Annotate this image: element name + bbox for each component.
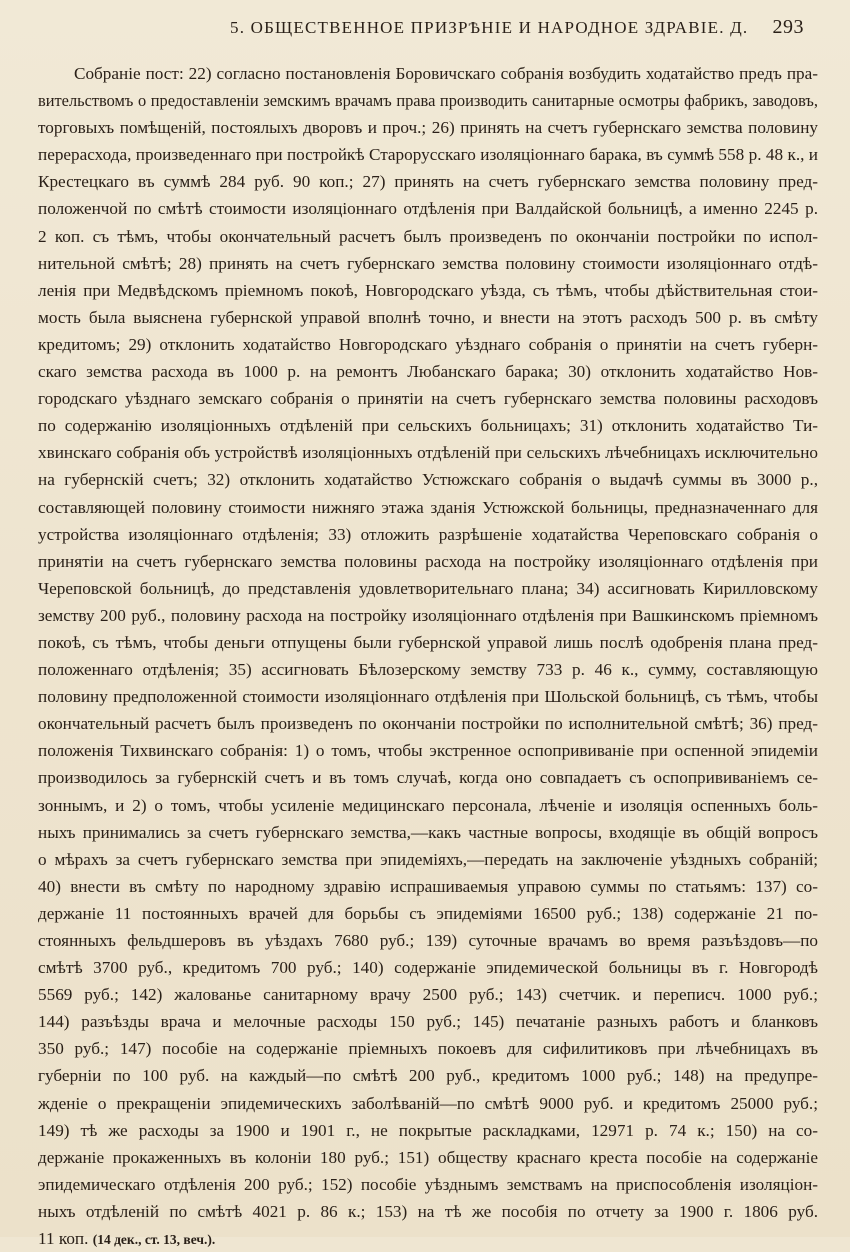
text-line: Собраніе пост: 22) согласно постановленія Боровичскаго собранія возбудить ходатайство предъ пра-: [74, 64, 818, 83]
text-line: 2 коп. съ тѣмъ, чтобы окончательный расчетъ былъ произведенъ по окончаніи постройки по испол-: [38, 226, 818, 246]
text-line: 149) тѣ же расходы за 1900 и 1901 г., не покрытые раскладками, 12971 р. 74 к.; 150) на со-: [38, 1120, 818, 1140]
text-line: Крестецкаго въ суммѣ 284 руб. 90 коп.; 27) принять на счетъ губернскаго земства половину пред-: [38, 172, 818, 192]
text-line: ныхъ принимались за счетъ губернскаго земства,—какъ частные вопросы, входящіе въ общій вопросъ: [38, 822, 818, 842]
text-line: окончательный расчетъ былъ произведенъ по окончаніи постройки по исполнительной смѣтѣ; 36) пред-: [38, 714, 818, 734]
running-header: [0, 14, 850, 44]
text-line: на губернскій счетъ; 32) отклонить ходатайство Устюжскаго собранія о выдачѣ суммы въ 3000 р.,: [38, 470, 818, 490]
text-line: перерасхода, произведеннаго при постройкѣ Старорусскаго изоляціоннаго барака, въ суммѣ 558 р. 48 к., и: [38, 145, 818, 165]
text-line: Череповской больницѣ, до представленія удовлетворительнаго плана; 34) ассигновать Кирилловскому: [38, 578, 818, 598]
text-line: зоннымъ, и 2) о томъ, чтобы усиленіе медицинскаго персонала, лѣченіе и изоляція оспенныхъ боль-: [38, 795, 818, 815]
text-line: принятіи на счетъ губернскаго земства половины расхода на постройку изоляціоннаго отдѣленія при: [38, 551, 818, 571]
text-line: 350 руб.; 147) пособіе на содержаніе пріемныхъ покоевъ для сифилитиковъ при лѣчебницахъ въ: [38, 1039, 818, 1059]
text-line: ленія при Медвѣдскомъ пріемномъ покоѣ, Новгородскаго уѣзда, съ тѣмъ, чтобы дѣйствительная стои-: [38, 280, 818, 300]
text-line: о мѣрахъ за счетъ губернскаго земства при эпидеміяхъ,—передать на заключеніе уѣздныхъ собраній;: [38, 849, 818, 869]
text-line-final: [38, 1225, 818, 1252]
text-line: земству 200 руб., половину расхода на постройку изоляціоннаго отдѣленія при Вашкинскомъ пріемномъ: [38, 605, 818, 625]
text-line: жденіе о прекращеніи эпидемическихъ заболѣваній—по смѣтѣ 9000 руб. и кредитомъ 25000 руб.;: [38, 1093, 818, 1113]
text-line: 144) разъѣзды врача и мелочные расходы 150 руб.; 145) печатаніе разныхъ работъ и бланковъ: [38, 1012, 818, 1032]
text-line: покоѣ, съ тѣмъ, чтобы деньги отпущены были губернской управой лишь послѣ одобренія плана пред-: [38, 632, 818, 652]
text-line: положенчой по смѣтѣ стоимости изоляціоннаго отдѣленія при Валдайской больницѣ, а именно 2245 р.: [38, 199, 818, 219]
body-paragraph: [38, 60, 818, 1252]
source-reference: (14 дек., ст. 13, веч.).: [92, 1232, 216, 1248]
text-line: держаніе прокаженныхъ въ колоніи 180 руб.; 151) обществу краснаго креста пособіе на содержаніе: [38, 1147, 818, 1167]
closing-amount: 11 коп.: [38, 1229, 89, 1249]
text-line: по содержанію изоляціонныхъ отдѣленій при сельскихъ больницахъ; 31) отклонить ходатайство Ти-: [38, 416, 818, 436]
text-line: стоянныхъ фельдшеровъ въ уѣздахъ 7680 руб.; 139) суточные врачамъ во время разъѣздовъ—по: [38, 931, 818, 950]
text-line: городскаго уѣзднаго земскаго собранія о принятіи на счетъ губернскаго земства половины расходовъ: [38, 389, 818, 409]
running-title: 5. ОБЩЕСТВЕННОЕ ПРИЗРѢНІЕ И НАРОДНОЕ ЗДРАВІЕ. Д.: [230, 18, 749, 37]
text-line: производилось за губернскій счетъ и въ томъ случаѣ, когда оно совпадаетъ съ оспопрививаніемъ се-: [38, 768, 818, 788]
text-line: вительствомъ о предоставленіи земскимъ врачамъ права производить санитарные осмотры фабрикъ, заводовъ,: [38, 91, 818, 111]
text-line: нительной смѣтѣ; 28) принять на счетъ губернскаго земства половину стоимости изоляціоннаго отдѣ-: [38, 253, 818, 273]
text-line: губерніи по 100 руб. на каждый—по смѣтѣ 200 руб., кредитомъ 1000 руб.; 148) на предупре-: [38, 1066, 818, 1086]
text-line: составляющей половину стоимости нижняго этажа зданія Устюжской больницы, предназначеннаго для: [38, 497, 818, 517]
text-line: половину предположенной стоимости изоляціоннаго отдѣленія при Шольской больницѣ, съ тѣмъ, чтобы: [38, 687, 818, 707]
text-line: держаніе 11 постоянныхъ врачей для борьбы съ эпидеміями 16500 руб.; 138) содержаніе 21 по-: [38, 903, 818, 923]
text-line: ныхъ отдѣленій по смѣтѣ 4021 р. 86 к.; 153) на тѣ же пособія по отчету за 1900 г. 1806 руб.: [38, 1201, 818, 1221]
text-line: мость была выяснена губернской управой вполнѣ точно, и внести на этотъ расходъ 500 р. въ смѣту: [38, 307, 818, 327]
page-number: 293: [772, 16, 804, 38]
text-line: торговыхъ помѣщеній, постоялыхъ дворовъ и проч.; 26) принять на счетъ губернскаго земства половину: [38, 118, 818, 138]
text-line: 40) внести въ смѣту по народному здравію испрашиваемыя управою суммы по статьямъ: 137) со-: [38, 876, 818, 896]
text-line: положеннаго отдѣленія; 35) ассигновать Бѣлозерскому земству 733 р. 46 к., сумму, составляющую: [38, 660, 818, 680]
text-line: положенія Тихвинскаго собранія: 1) о томъ, чтобы экстренное оспопрививаніе при оспенной эпидеміи: [38, 741, 818, 761]
text-line: кредитомъ; 29) отклонить ходатайство Новгородскаго уѣзднаго собранія о принятіи на счетъ губерн-: [38, 334, 818, 354]
text-line: эпидемическаго отдѣленія 200 руб.; 152) пособіе уѣзднымъ земствамъ на приспособленія изоляціон-: [38, 1174, 818, 1194]
text-line: устройства изоляціоннаго отдѣленія; 33) отложить разрѣшеніе ходатайства Череповскаго собранія о: [38, 524, 818, 544]
text-line: хвинскаго собранія объ устройствѣ изоляціонныхъ отдѣленій при сельскихъ лѣчебницахъ исключительно: [38, 443, 818, 463]
text-line: смѣтѣ 3700 руб., кредитомъ 700 руб.; 140) содержаніе эпидемической больницы въ г. Новгородѣ: [38, 958, 818, 978]
text-line: скаго земства расхода въ 1000 р. на ремонтъ Любанскаго барака; 30) отклонить ходатайство Нов-: [38, 362, 818, 382]
text-line: 5569 руб.; 142) жалованье санитарному врачу 2500 руб.; 143) счетчик. и переписч. 1000 руб.;: [38, 985, 818, 1005]
